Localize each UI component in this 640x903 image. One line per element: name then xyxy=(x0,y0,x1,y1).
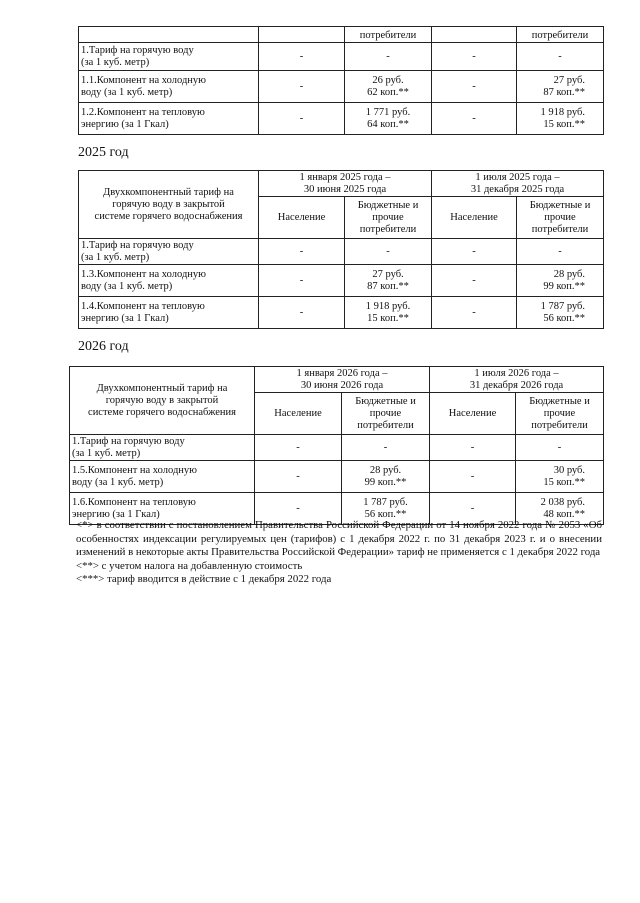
cell-value: - xyxy=(432,103,517,135)
table-row xyxy=(79,43,604,71)
table-title-cell: Двухкомпонентный тариф на горячую воду в закрытой системе горячего водоснабжения xyxy=(79,171,259,239)
cell-value: 1 918 руб. 15 коп.** xyxy=(345,297,432,329)
row-label: 1.1.Компонент на холодную воду (за 1 куб. метр) xyxy=(79,71,259,103)
header-cell xyxy=(259,27,345,43)
cell-value: - xyxy=(517,43,604,71)
table-row xyxy=(79,103,604,135)
cell-value: - xyxy=(345,43,432,71)
cell-value: 28 руб. 99 коп.** xyxy=(342,461,430,493)
cell-value: - xyxy=(255,461,342,493)
cell-value: - xyxy=(430,435,516,461)
header-cell xyxy=(79,27,259,43)
cell-value: 2 038 руб. 48 коп.** xyxy=(516,493,604,525)
period-header: 1 января 2025 года – 30 июня 2025 года xyxy=(259,171,432,197)
cell-value: - xyxy=(430,461,516,493)
row-label: 1.Тариф на горячую воду (за 1 куб. метр) xyxy=(79,43,259,71)
column-header-population: Население xyxy=(255,393,342,435)
column-header-budget: Бюджетные и прочие потребители xyxy=(345,197,432,239)
cell-value: - xyxy=(255,493,342,525)
cell-value: - xyxy=(516,435,604,461)
cell-value: 27 руб. 87 коп.** xyxy=(345,265,432,297)
cell-value: 1 787 руб. 56 коп.** xyxy=(517,297,604,329)
column-header-population: Население xyxy=(432,197,517,239)
row-label: 1.5.Компонент на холодную воду (за 1 куб. метр) xyxy=(70,461,255,493)
cell-value: 27 руб. 87 коп.** xyxy=(517,71,604,103)
column-header-population: Население xyxy=(430,393,516,435)
table-row xyxy=(70,461,604,493)
row-label: 1.3.Компонент на холодную воду (за 1 куб. метр) xyxy=(79,265,259,297)
footnote-3: <***> тариф вводится в действие с 1 декабря 2022 года xyxy=(76,573,332,586)
cell-value: - xyxy=(432,43,517,71)
row-label: 1.2.Компонент на тепловую энергию (за 1 Гкал) xyxy=(79,103,259,135)
cell-value: - xyxy=(432,71,517,103)
table-header-row xyxy=(70,367,604,393)
cell-value: - xyxy=(432,265,517,297)
table-row xyxy=(79,239,604,265)
cell-value: 1 771 руб. 64 коп.** xyxy=(345,103,432,135)
header-cell xyxy=(432,27,517,43)
header-cell: потребители xyxy=(517,27,604,43)
table-row xyxy=(79,71,604,103)
table-header-row xyxy=(79,171,604,197)
cell-value: - xyxy=(345,239,432,265)
row-label: 1.Тариф на горячую воду (за 1 куб. метр) xyxy=(79,239,259,265)
cell-value: 26 руб. 62 коп.** xyxy=(345,71,432,103)
cell-value: 1 787 руб. 56 коп.** xyxy=(342,493,430,525)
cell-value: - xyxy=(259,43,345,71)
table-row xyxy=(79,265,604,297)
period-header: 1 июля 2025 года – 31 декабря 2025 года xyxy=(432,171,604,197)
cell-value: - xyxy=(432,239,517,265)
cell-value: - xyxy=(517,239,604,265)
cell-value: 30 руб. 15 коп.** xyxy=(516,461,604,493)
cell-value: 1 918 руб. 15 коп.** xyxy=(517,103,604,135)
table-title-cell: Двухкомпонентный тариф на горячую воду в закрытой системе горячего водоснабжения xyxy=(70,367,255,435)
cell-value: 28 руб. 99 коп.** xyxy=(517,265,604,297)
row-label: 1.Тариф на горячую воду (за 1 куб. метр) xyxy=(70,435,255,461)
footnotes xyxy=(76,519,602,587)
cell-value: - xyxy=(430,493,516,525)
cell-value: - xyxy=(342,435,430,461)
row-label: 1.6.Компонент на тепловую энергию (за 1 Гкал) xyxy=(70,493,255,525)
cell-value: - xyxy=(255,435,342,461)
year-heading: 2026 год xyxy=(78,339,129,354)
column-header-budget: Бюджетные и прочие потребители xyxy=(517,197,604,239)
header-cell: потребители xyxy=(345,27,432,43)
footnote-1: <*> в соответствии с постановлением Правительства Российской Федерации от 14 ноября 2022 года № 2053 «Об особенностях индексации регулируемых цен (тарифов) с 1 декабря 2022 г. по 31 декабря 2023 г. и о внесении изменений в некоторые акты Правительства Российской Федерации» тариф не применяется с 1 декабря 2022 года xyxy=(76,519,602,559)
cell-value: - xyxy=(259,297,345,329)
tariff-table-continued xyxy=(78,26,604,135)
cell-value: - xyxy=(259,265,345,297)
table-header-row xyxy=(79,27,604,43)
tariff-table-2026 xyxy=(69,366,604,525)
column-header-budget: Бюджетные и прочие потребители xyxy=(516,393,604,435)
cell-value: - xyxy=(259,71,345,103)
column-header-budget: Бюджетные и прочие потребители xyxy=(342,393,430,435)
row-label: 1.4.Компонент на тепловую энергию (за 1 Гкал) xyxy=(79,297,259,329)
year-heading: 2025 год xyxy=(78,145,129,160)
tariff-table-2025 xyxy=(78,170,604,329)
cell-value: - xyxy=(432,297,517,329)
cell-value: - xyxy=(259,103,345,135)
column-header-population: Население xyxy=(259,197,345,239)
period-header: 1 июля 2026 года – 31 декабря 2026 года xyxy=(430,367,604,393)
cell-value: - xyxy=(259,239,345,265)
table-row xyxy=(70,435,604,461)
table-row xyxy=(79,297,604,329)
footnote-2: <**> с учетом налога на добавленную стоимость xyxy=(76,559,303,572)
period-header: 1 января 2026 года – 30 июня 2026 года xyxy=(255,367,430,393)
